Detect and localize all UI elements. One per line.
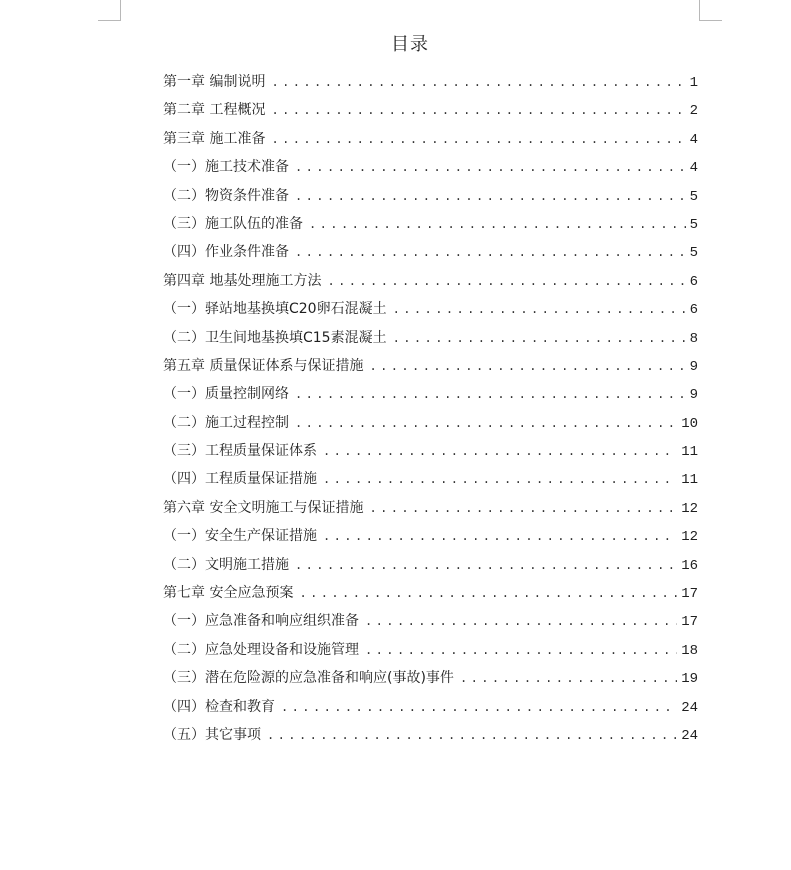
table-of-contents [163,68,698,749]
toc-page-number: 10 [681,415,698,432]
toc-page-number: 12 [681,529,698,546]
toc-entry-label: （一）安全生产保证措施 [163,528,317,545]
toc-dot-leader [267,721,677,749]
toc-entry-label: 第一章 编制说明 [163,74,266,90]
toc-page-number: 18 [681,642,698,659]
toc-chapter-entry[interactable] [163,96,698,124]
toc-entry-label: 第六章 安全文明施工与保证措施 [163,499,364,516]
toc-section-entry[interactable] [163,693,698,721]
toc-dot-leader [295,182,686,210]
toc-dot-leader [365,607,677,635]
toc-section-entry[interactable] [163,182,698,210]
toc-page-number: 4 [689,160,698,177]
toc-section-entry[interactable] [163,636,698,664]
toc-dot-leader [323,437,677,465]
toc-dot-leader [295,238,686,266]
toc-section-entry[interactable] [163,295,698,323]
toc-dot-leader [295,551,677,579]
toc-dot-leader [460,664,677,692]
toc-page-number: 16 [681,557,698,574]
toc-page-number: 4 [689,131,698,148]
toc-chapter-entry[interactable] [163,68,698,96]
toc-dot-leader [281,693,677,721]
toc-entry-label: 第二章 工程概况 [163,102,266,119]
toc-dot-leader [323,522,677,550]
toc-entry-label: （一）质量控制网络 [163,386,289,403]
toc-page-number: 1 [689,75,698,91]
toc-entry-label: （三）工程质量保证体系 [163,443,317,460]
toc-page-number: 9 [689,387,698,404]
toc-page-number: 24 [681,727,698,744]
toc-page-number: 6 [689,273,698,290]
toc-entry-label: （三）施工队伍的准备 [163,215,303,232]
toc-section-entry[interactable] [163,465,698,493]
toc-section-entry[interactable] [163,551,698,579]
toc-entry-label: （一）驿站地基换填C20卵石混凝土 [163,301,387,318]
toc-dot-leader [299,579,677,607]
toc-page-number: 17 [681,586,698,603]
toc-entry-label: 第四章 地基处理施工方法 [163,272,322,289]
toc-dot-leader [271,125,685,153]
toc-entry-label: （二）应急处理设备和设施管理 [163,641,359,658]
toc-dot-leader [295,153,686,181]
toc-chapter-entry[interactable] [163,494,698,522]
toc-entry-label: （四）工程质量保证措施 [163,471,317,488]
toc-entry-label: （四）检查和教育 [163,698,275,715]
toc-page-number: 6 [689,302,698,319]
toc-dot-leader [393,324,686,352]
toc-entry-label: 第五章 质量保证体系与保证措施 [163,357,364,374]
toc-entry-label: 第三章 施工准备 [163,130,266,147]
toc-entry-label: （二）施工过程控制 [163,414,289,431]
toc-page-number: 2 [689,103,698,120]
toc-entry-label: （一）应急准备和响应组织准备 [163,613,359,630]
toc-page-number: 17 [681,614,698,631]
toc-dot-leader [393,295,686,323]
toc-entry-label: （二）文明施工措施 [163,556,289,573]
toc-section-entry[interactable] [163,437,698,465]
toc-dot-leader [271,96,685,124]
toc-section-entry[interactable] [163,380,698,408]
toc-dot-leader [271,68,685,96]
page-corner-mark-right [699,0,722,21]
toc-entry-label: （二）卫生间地基换填C15素混凝土 [163,329,387,346]
toc-entry-label: （一）施工技术准备 [163,159,289,176]
toc-section-entry[interactable] [163,409,698,437]
toc-section-entry[interactable] [163,522,698,550]
toc-entry-label: （四）作业条件准备 [163,244,289,261]
toc-section-entry[interactable] [163,238,698,266]
toc-dot-leader [369,494,677,522]
page-corner-mark-left [98,0,121,21]
toc-entry-label: 第七章 安全应急预案 [163,585,294,602]
toc-entry-label: （五）其它事项 [163,726,261,743]
toc-section-entry[interactable] [163,721,698,749]
toc-dot-leader [295,380,686,408]
toc-dot-leader [327,267,685,295]
toc-section-entry[interactable] [163,324,698,352]
toc-dot-leader [309,210,686,238]
toc-section-entry[interactable] [163,607,698,635]
toc-page-number: 9 [689,358,698,375]
toc-page-number: 8 [689,330,698,347]
toc-dot-leader [369,352,685,380]
toc-entry-label: （二）物资条件准备 [163,187,289,204]
toc-dot-leader [295,409,677,437]
toc-page-number: 5 [689,245,698,262]
toc-section-entry[interactable] [163,664,698,692]
toc-chapter-entry[interactable] [163,579,698,607]
toc-chapter-entry[interactable] [163,267,698,295]
toc-entry-label: （三）潜在危险源的应急准备和响应(事故)事件 [163,670,454,687]
toc-section-entry[interactable] [163,153,698,181]
toc-page-number: 11 [681,472,698,489]
toc-page-number: 5 [689,216,698,233]
toc-page-number: 5 [689,188,698,205]
toc-chapter-entry[interactable] [163,125,698,153]
toc-dot-leader [323,465,677,493]
toc-page-number: 19 [681,671,698,688]
toc-page-number: 12 [681,500,698,517]
toc-page-number: 11 [681,444,698,461]
toc-section-entry[interactable] [163,210,698,238]
toc-chapter-entry[interactable] [163,352,698,380]
toc-page-number: 24 [681,699,698,716]
toc-title: 目录 [391,34,429,55]
toc-dot-leader [365,636,677,664]
